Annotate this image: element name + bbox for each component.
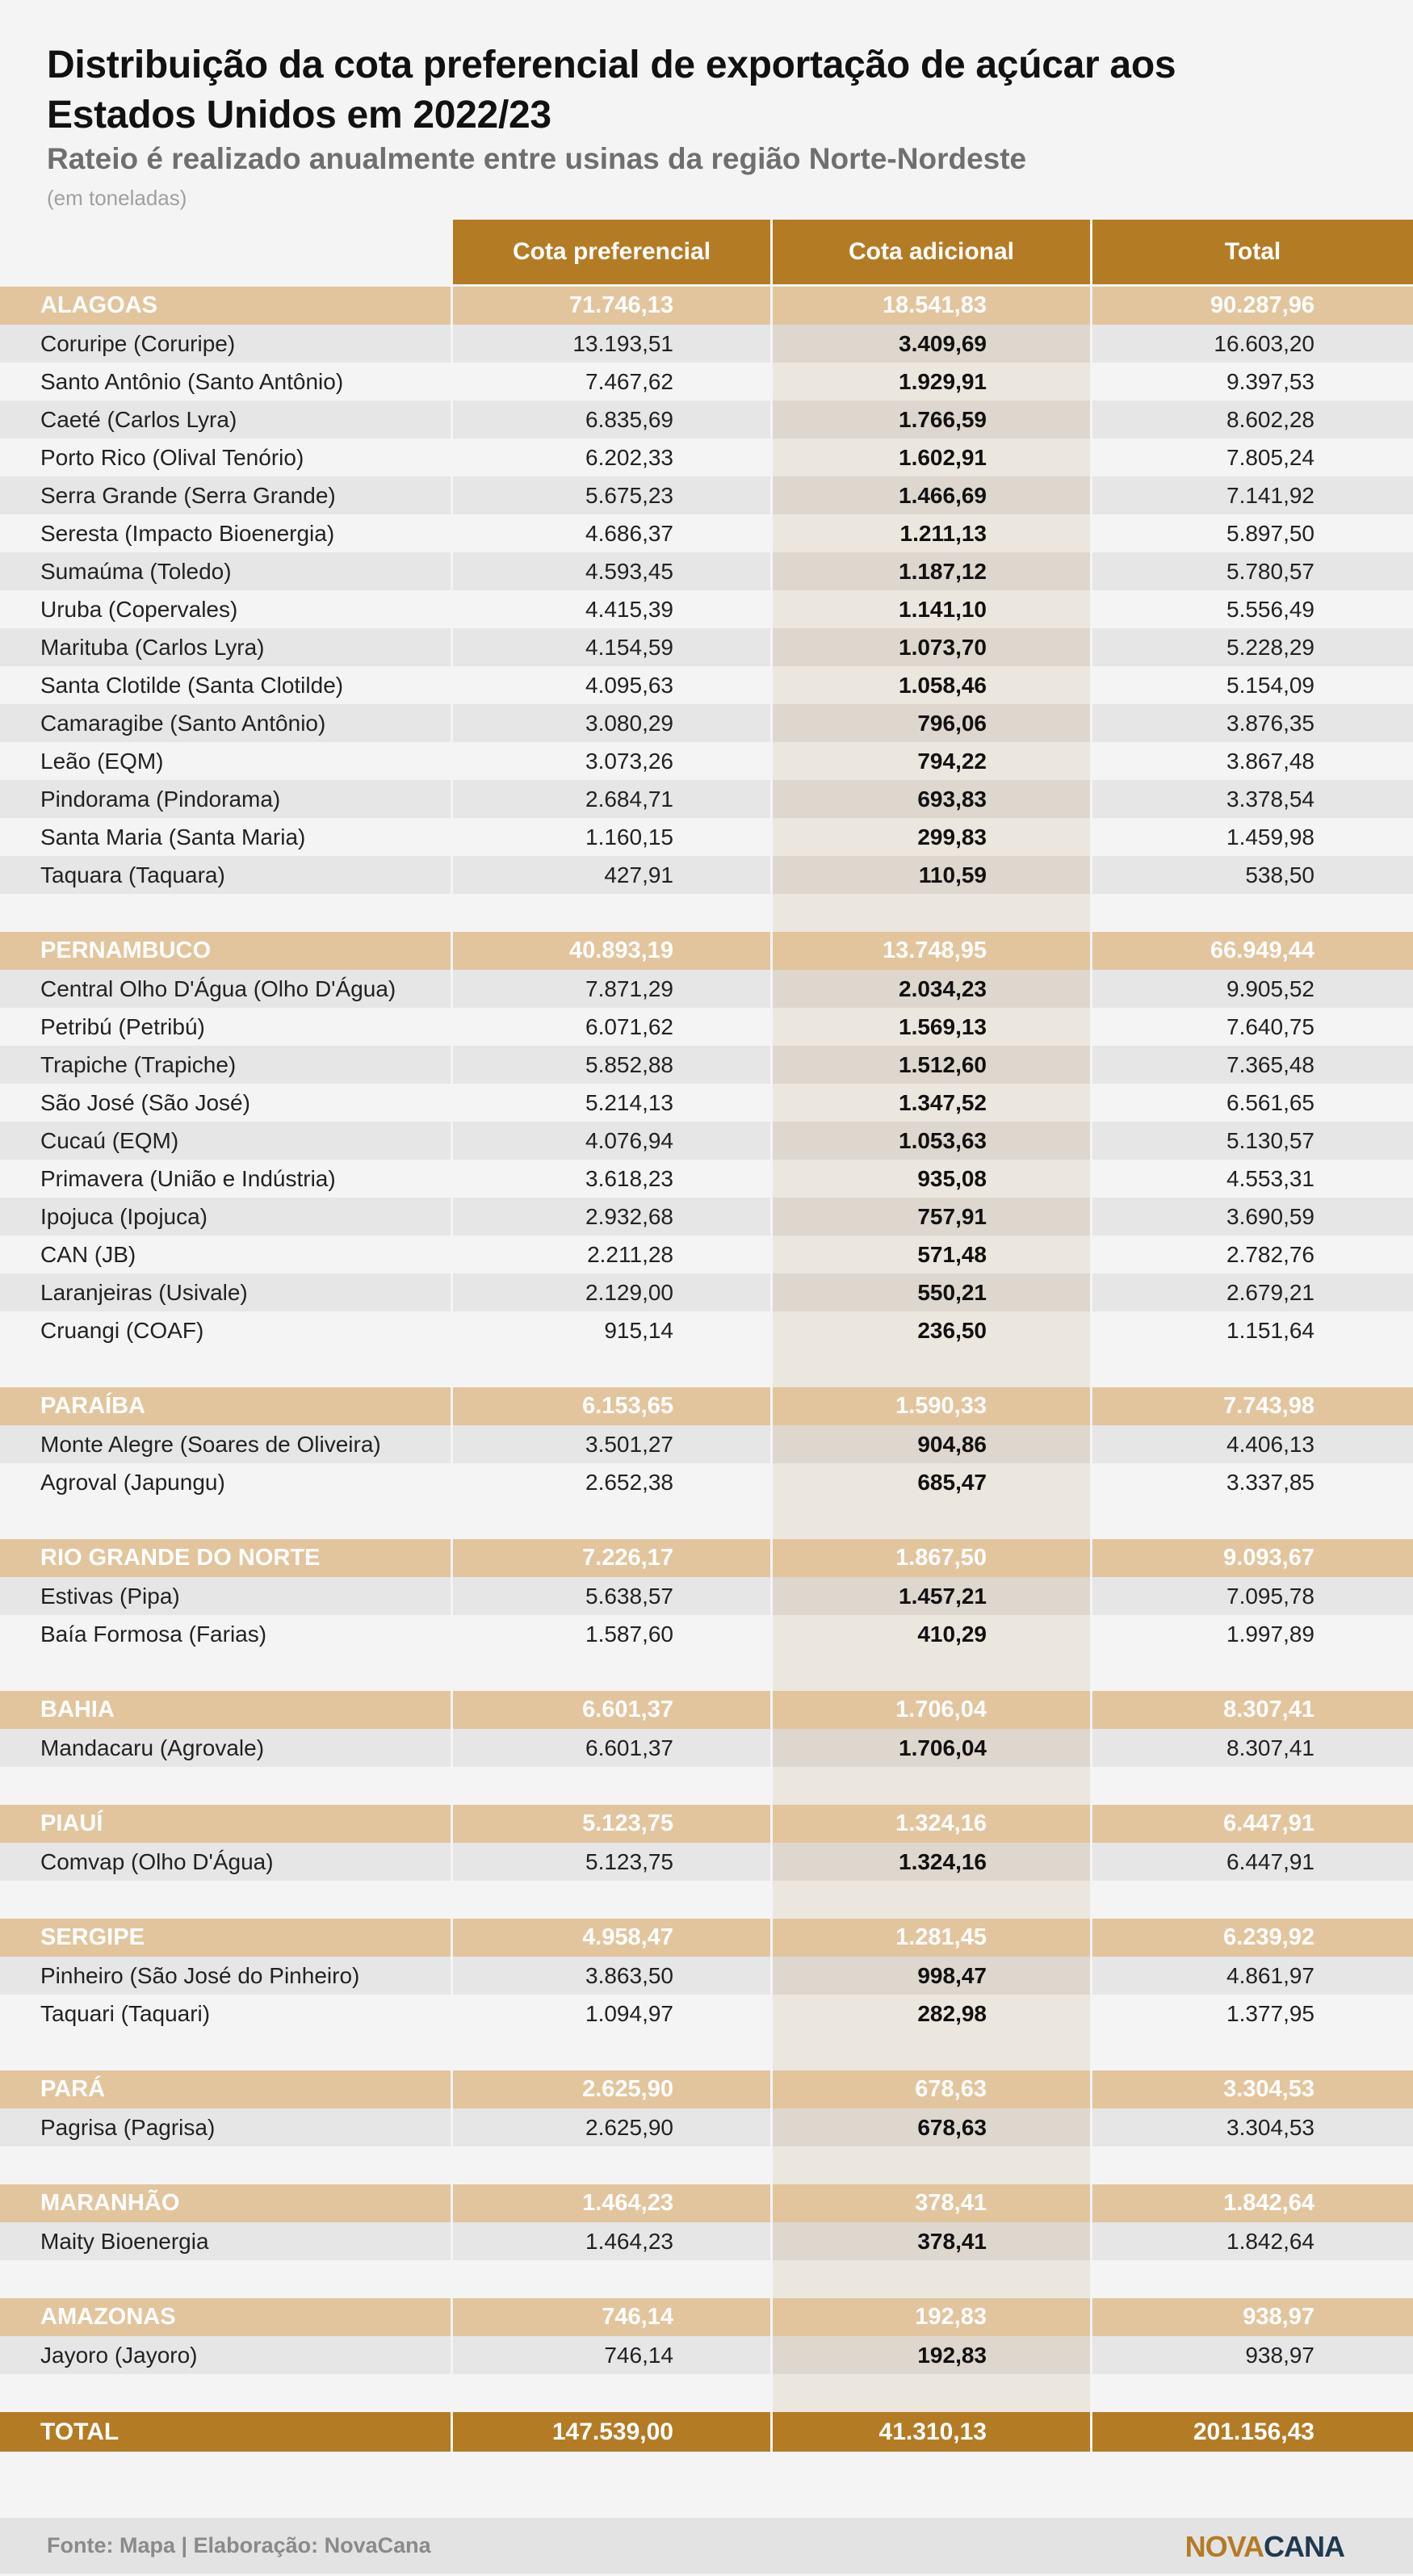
cell-name: Pinheiro (São José do Pinheiro) — [0, 1957, 451, 1995]
cell-additional-quota: 282,98 — [773, 1995, 1090, 2033]
cell-preferential-quota — [453, 1653, 770, 1691]
cell-total: 9.905,52 — [1092, 970, 1413, 1008]
region-row — [0, 2184, 1413, 2222]
cell-additional-quota — [773, 1349, 1090, 1387]
table-row — [0, 2222, 1413, 2260]
cell-preferential-quota: 1.464,23 — [453, 2222, 770, 2260]
cell-additional-quota: 18.541,83 — [773, 287, 1090, 325]
table-row — [0, 325, 1413, 363]
page-title: Distribuição da cota preferencial de exportação de açúcar aos Estados Unidos em 2022/23 — [47, 44, 1176, 136]
cell-name: Leão (EQM) — [0, 742, 451, 780]
cell-preferential-quota: 2.652,38 — [453, 1463, 770, 1501]
cell-preferential-quota: 6.071,62 — [453, 1008, 770, 1046]
spacer-row — [0, 1881, 1413, 1919]
cell-total: 5.897,50 — [1092, 514, 1413, 552]
cell-name: MARANHÃO — [0, 2184, 451, 2222]
cell-name: Pagrisa (Pagrisa) — [0, 2108, 451, 2146]
cell-name: Marituba (Carlos Lyra) — [0, 628, 451, 666]
cell-name: AMAZONAS — [0, 2298, 451, 2336]
cell-preferential-quota — [453, 1881, 770, 1919]
cell-name: São José (São José) — [0, 1084, 451, 1122]
cell-preferential-quota: 40.893,19 — [453, 932, 770, 970]
spacer-row — [0, 1653, 1413, 1691]
table-row — [0, 590, 1413, 628]
cell-preferential-quota: 5.638,57 — [453, 1577, 770, 1615]
table-row — [0, 780, 1413, 818]
cell-preferential-quota: 5.214,13 — [453, 1084, 770, 1122]
column-header-total: Total — [1092, 220, 1413, 284]
cell-total — [1092, 1767, 1413, 1805]
cell-total — [1092, 1501, 1413, 1539]
cell-total: 6.447,91 — [1092, 1805, 1413, 1843]
table-row — [0, 742, 1413, 780]
cell-additional-quota — [773, 1767, 1090, 1805]
cell-name: Primavera (União e Indústria) — [0, 1160, 451, 1198]
spacer-row — [0, 2146, 1413, 2184]
spacer-row — [0, 2260, 1413, 2298]
table-row — [0, 1160, 1413, 1198]
cell-preferential-quota: 5.675,23 — [453, 476, 770, 514]
cell-name: Petribú (Petribú) — [0, 1008, 451, 1046]
table-row — [0, 1008, 1413, 1046]
cell-name: Jayoro (Jayoro) — [0, 2336, 451, 2374]
cell-additional-quota: 1.867,50 — [773, 1539, 1090, 1577]
cell-additional-quota: 1.324,16 — [773, 1805, 1090, 1843]
cell-total: 5.154,09 — [1092, 666, 1413, 704]
cell-name — [0, 2260, 451, 2298]
cell-preferential-quota: 7.871,29 — [453, 970, 770, 1008]
cell-preferential-quota: 4.958,47 — [453, 1919, 770, 1957]
cell-preferential-quota: 915,14 — [453, 1311, 770, 1349]
cell-name: Taquari (Taquari) — [0, 1995, 451, 2033]
cell-name — [0, 894, 451, 932]
cell-name: Coruripe (Coruripe) — [0, 325, 451, 363]
cell-preferential-quota — [453, 2146, 770, 2184]
table-row — [0, 1425, 1413, 1463]
cell-name — [0, 1767, 451, 1805]
cell-total: 2.782,76 — [1092, 1236, 1413, 1273]
table-row — [0, 1311, 1413, 1349]
cell-preferential-quota: 2.932,68 — [453, 1198, 770, 1236]
cell-preferential-quota: 1.587,60 — [453, 1615, 770, 1653]
table-row — [0, 1957, 1413, 1995]
cell-preferential-quota: 6.601,37 — [453, 1729, 770, 1767]
region-row — [0, 1805, 1413, 1843]
cell-additional-quota: 678,63 — [773, 2108, 1090, 2146]
table-row — [0, 401, 1413, 438]
cell-preferential-quota — [453, 2033, 770, 2070]
cell-additional-quota — [773, 894, 1090, 932]
cell-additional-quota: 13.748,95 — [773, 932, 1090, 970]
table-row — [0, 1046, 1413, 1084]
cell-additional-quota: 1.706,04 — [773, 1729, 1090, 1767]
cell-total: 7.640,75 — [1092, 1008, 1413, 1046]
page-subtitle: Rateio é realizado anualmente entre usinas da região Norte-Nordeste — [47, 142, 1027, 175]
cell-name: Laranjeiras (Usivale) — [0, 1273, 451, 1311]
cell-preferential-quota: 71.746,13 — [453, 287, 770, 325]
cell-preferential-quota: 5.852,88 — [453, 1046, 770, 1084]
cell-additional-quota: 1.281,45 — [773, 1919, 1090, 1957]
cell-preferential-quota: 3.863,50 — [453, 1957, 770, 1995]
cell-additional-quota: 192,83 — [773, 2336, 1090, 2374]
table-row — [0, 1729, 1413, 1767]
cell-name: Porto Rico (Olival Tenório) — [0, 438, 451, 476]
cell-additional-quota: 571,48 — [773, 1236, 1090, 1273]
table-row — [0, 1198, 1413, 1236]
cell-additional-quota: 904,86 — [773, 1425, 1090, 1463]
cell-name — [0, 1881, 451, 1919]
spacer-row — [0, 1501, 1413, 1539]
cell-preferential-quota: 4.154,59 — [453, 628, 770, 666]
total-row — [0, 2412, 1413, 2452]
cell-preferential-quota: 6.835,69 — [453, 401, 770, 438]
unit-note: (em toneladas) — [47, 186, 187, 210]
cell-total: 5.780,57 — [1092, 552, 1413, 590]
cell-name: Cucaú (EQM) — [0, 1122, 451, 1160]
cell-additional-quota — [773, 1881, 1090, 1919]
cell-additional-quota: 1.706,04 — [773, 1691, 1090, 1729]
cell-total: 7.365,48 — [1092, 1046, 1413, 1084]
cell-preferential-quota — [453, 1501, 770, 1539]
cell-preferential-quota: 3.073,26 — [453, 742, 770, 780]
cell-name: Taquara (Taquara) — [0, 856, 451, 894]
table-row — [0, 628, 1413, 666]
cell-name: Sumaúma (Toledo) — [0, 552, 451, 590]
table-row — [0, 552, 1413, 590]
cell-total: 1.459,98 — [1092, 818, 1413, 856]
cell-preferential-quota: 13.193,51 — [453, 325, 770, 363]
cell-total: 1.377,95 — [1092, 1995, 1413, 2033]
cell-total: 201.156,43 — [1092, 2412, 1413, 2452]
cell-total: 3.690,59 — [1092, 1198, 1413, 1236]
cell-total: 4.406,13 — [1092, 1425, 1413, 1463]
cell-additional-quota: 1.569,13 — [773, 1008, 1090, 1046]
cell-total — [1092, 2374, 1413, 2412]
cell-name: Santo Antônio (Santo Antônio) — [0, 363, 451, 401]
cell-name: PARÁ — [0, 2070, 451, 2108]
cell-name: TOTAL — [0, 2412, 451, 2452]
region-row — [0, 287, 1413, 325]
cell-preferential-quota: 746,14 — [453, 2336, 770, 2374]
table-row — [0, 1577, 1413, 1615]
cell-total: 1.842,64 — [1092, 2222, 1413, 2260]
cell-name: RIO GRANDE DO NORTE — [0, 1539, 451, 1577]
cell-name — [0, 1349, 451, 1387]
cell-total: 7.805,24 — [1092, 438, 1413, 476]
cell-total: 3.876,35 — [1092, 704, 1413, 742]
cell-name: Baía Formosa (Farias) — [0, 1615, 451, 1653]
cell-name: PARAÍBA — [0, 1387, 451, 1425]
cell-name: PERNAMBUCO — [0, 932, 451, 970]
cell-additional-quota: 110,59 — [773, 856, 1090, 894]
column-header-preferential-quota: Cota preferencial — [453, 220, 770, 284]
cell-total: 90.287,96 — [1092, 287, 1413, 325]
cell-name: Agroval (Japungu) — [0, 1463, 451, 1501]
cell-additional-quota: 998,47 — [773, 1957, 1090, 1995]
region-row — [0, 1691, 1413, 1729]
cell-name: Estivas (Pipa) — [0, 1577, 451, 1615]
cell-preferential-quota — [453, 894, 770, 932]
cell-name: SERGIPE — [0, 1919, 451, 1957]
cell-preferential-quota: 7.226,17 — [453, 1539, 770, 1577]
cell-total: 6.239,92 — [1092, 1919, 1413, 1957]
cell-additional-quota: 1.466,69 — [773, 476, 1090, 514]
cell-additional-quota: 1.324,16 — [773, 1843, 1090, 1881]
cell-preferential-quota: 2.211,28 — [453, 1236, 770, 1273]
cell-total — [1092, 894, 1413, 932]
cell-preferential-quota: 427,91 — [453, 856, 770, 894]
region-row — [0, 1919, 1413, 1957]
cell-preferential-quota: 1.464,23 — [453, 2184, 770, 2222]
cell-additional-quota: 299,83 — [773, 818, 1090, 856]
cell-additional-quota: 1.187,12 — [773, 552, 1090, 590]
cell-preferential-quota: 4.593,45 — [453, 552, 770, 590]
table-row — [0, 1463, 1413, 1501]
cell-total — [1092, 1349, 1413, 1387]
cell-preferential-quota: 3.080,29 — [453, 704, 770, 742]
cell-total: 938,97 — [1092, 2336, 1413, 2374]
table-row — [0, 1843, 1413, 1881]
cell-preferential-quota: 4.076,94 — [453, 1122, 770, 1160]
cell-total: 8.307,41 — [1092, 1729, 1413, 1767]
cell-total: 9.397,53 — [1092, 363, 1413, 401]
table-row — [0, 704, 1413, 742]
cell-name — [0, 1501, 451, 1539]
cell-additional-quota: 794,22 — [773, 742, 1090, 780]
cell-preferential-quota: 4.686,37 — [453, 514, 770, 552]
table-row — [0, 514, 1413, 552]
cell-name: Mandacaru (Agrovale) — [0, 1729, 451, 1767]
cell-additional-quota: 1.058,46 — [773, 666, 1090, 704]
cell-total: 7.141,92 — [1092, 476, 1413, 514]
table-row — [0, 1236, 1413, 1273]
cell-additional-quota — [773, 2033, 1090, 2070]
novacana-logo — [1185, 2518, 1344, 2574]
table-row — [0, 2108, 1413, 2146]
cell-additional-quota: 1.590,33 — [773, 1387, 1090, 1425]
cell-additional-quota — [773, 1501, 1090, 1539]
table-header-row — [0, 220, 1413, 284]
cell-additional-quota: 192,83 — [773, 2298, 1090, 2336]
cell-total: 538,50 — [1092, 856, 1413, 894]
region-row — [0, 2298, 1413, 2336]
cell-additional-quota: 1.457,21 — [773, 1577, 1090, 1615]
cell-additional-quota: 1.766,59 — [773, 401, 1090, 438]
cell-additional-quota — [773, 2260, 1090, 2298]
table-row — [0, 818, 1413, 856]
cell-name: Santa Clotilde (Santa Clotilde) — [0, 666, 451, 704]
cell-name: PIAUÍ — [0, 1805, 451, 1843]
cell-name: Comvap (Olho D'Água) — [0, 1843, 451, 1881]
cell-total: 5.556,49 — [1092, 590, 1413, 628]
cell-additional-quota — [773, 2146, 1090, 2184]
cell-additional-quota: 1.602,91 — [773, 438, 1090, 476]
cell-additional-quota: 378,41 — [773, 2184, 1090, 2222]
cell-total: 3.304,53 — [1092, 2070, 1413, 2108]
cell-preferential-quota: 4.095,63 — [453, 666, 770, 704]
cell-additional-quota: 1.929,91 — [773, 363, 1090, 401]
cell-total: 4.861,97 — [1092, 1957, 1413, 1995]
cell-total: 7.743,98 — [1092, 1387, 1413, 1425]
cell-additional-quota: 757,91 — [773, 1198, 1090, 1236]
cell-additional-quota: 1.053,63 — [773, 1122, 1090, 1160]
cell-total: 66.949,44 — [1092, 932, 1413, 970]
cell-total: 938,97 — [1092, 2298, 1413, 2336]
cell-preferential-quota: 2.625,90 — [453, 2108, 770, 2146]
cell-total: 6.561,65 — [1092, 1084, 1413, 1122]
cell-preferential-quota: 2.625,90 — [453, 2070, 770, 2108]
cell-name — [0, 2033, 451, 2070]
source-credit: Fonte: Mapa | Elaboração: NovaCana — [47, 2533, 431, 2557]
table-row — [0, 476, 1413, 514]
cell-total: 3.378,54 — [1092, 780, 1413, 818]
logo-text-cana: CANA — [1264, 2530, 1344, 2563]
cell-total: 3.304,53 — [1092, 2108, 1413, 2146]
cell-preferential-quota: 6.153,65 — [453, 1387, 770, 1425]
cell-preferential-quota: 1.160,15 — [453, 818, 770, 856]
cell-total: 5.130,57 — [1092, 1122, 1413, 1160]
table-row — [0, 363, 1413, 401]
cell-name — [0, 2374, 451, 2412]
cell-name: Trapiche (Trapiche) — [0, 1046, 451, 1084]
cell-additional-quota: 378,41 — [773, 2222, 1090, 2260]
cell-total: 9.093,67 — [1092, 1539, 1413, 1577]
cell-additional-quota: 2.034,23 — [773, 970, 1090, 1008]
cell-additional-quota: 685,47 — [773, 1463, 1090, 1501]
footer — [0, 2518, 1413, 2574]
spacer-row — [0, 1767, 1413, 1805]
cell-additional-quota: 236,50 — [773, 1311, 1090, 1349]
spacer-row — [0, 2374, 1413, 2412]
cell-preferential-quota: 5.123,75 — [453, 1805, 770, 1843]
cell-total — [1092, 2146, 1413, 2184]
cell-preferential-quota — [453, 2374, 770, 2412]
cell-additional-quota: 41.310,13 — [773, 2412, 1090, 2452]
cell-additional-quota — [773, 2374, 1090, 2412]
cell-additional-quota: 3.409,69 — [773, 325, 1090, 363]
cell-preferential-quota: 2.129,00 — [453, 1273, 770, 1311]
table-row — [0, 438, 1413, 476]
cell-name: ALAGOAS — [0, 287, 451, 325]
cell-preferential-quota: 5.123,75 — [453, 1843, 770, 1881]
cell-name: Central Olho D'Água (Olho D'Água) — [0, 970, 451, 1008]
table-row — [0, 666, 1413, 704]
cell-name: Pindorama (Pindorama) — [0, 780, 451, 818]
cell-total: 8.307,41 — [1092, 1691, 1413, 1729]
cell-total: 7.095,78 — [1092, 1577, 1413, 1615]
cell-preferential-quota: 3.501,27 — [453, 1425, 770, 1463]
cell-additional-quota: 1.073,70 — [773, 628, 1090, 666]
cell-additional-quota: 1.141,10 — [773, 590, 1090, 628]
cell-name — [0, 1653, 451, 1691]
cell-total: 3.337,85 — [1092, 1463, 1413, 1501]
cell-name: Santa Maria (Santa Maria) — [0, 818, 451, 856]
cell-preferential-quota: 147.539,00 — [453, 2412, 770, 2452]
cell-additional-quota: 410,29 — [773, 1615, 1090, 1653]
cell-total: 1.997,89 — [1092, 1615, 1413, 1653]
spacer-row — [0, 1349, 1413, 1387]
cell-total: 8.602,28 — [1092, 401, 1413, 438]
cell-name: Cruangi (COAF) — [0, 1311, 451, 1349]
table-row — [0, 1995, 1413, 2033]
cell-preferential-quota: 3.618,23 — [453, 1160, 770, 1198]
cell-additional-quota: 1.512,60 — [773, 1046, 1090, 1084]
cell-additional-quota: 678,63 — [773, 2070, 1090, 2108]
cell-total: 4.553,31 — [1092, 1160, 1413, 1198]
cell-preferential-quota: 6.601,37 — [453, 1691, 770, 1729]
cell-name — [0, 2146, 451, 2184]
cell-total: 5.228,29 — [1092, 628, 1413, 666]
cell-name: Seresta (Impacto Bioenergia) — [0, 514, 451, 552]
region-row — [0, 2070, 1413, 2108]
cell-total: 16.603,20 — [1092, 325, 1413, 363]
column-header-additional-quota: Cota adicional — [773, 220, 1090, 284]
cell-additional-quota: 935,08 — [773, 1160, 1090, 1198]
region-row — [0, 1539, 1413, 1577]
table-row — [0, 970, 1413, 1008]
cell-preferential-quota: 4.415,39 — [453, 590, 770, 628]
cell-preferential-quota — [453, 1767, 770, 1805]
cell-total — [1092, 2033, 1413, 2070]
cell-name: CAN (JB) — [0, 1236, 451, 1273]
cell-name: BAHIA — [0, 1691, 451, 1729]
spacer-row — [0, 2033, 1413, 2070]
table-row — [0, 1122, 1413, 1160]
cell-total: 1.842,64 — [1092, 2184, 1413, 2222]
cell-name: Caeté (Carlos Lyra) — [0, 401, 451, 438]
table-row — [0, 1084, 1413, 1122]
region-row — [0, 1387, 1413, 1425]
cell-total: 2.679,21 — [1092, 1273, 1413, 1311]
cell-total: 6.447,91 — [1092, 1843, 1413, 1881]
table-row — [0, 2336, 1413, 2374]
cell-preferential-quota: 6.202,33 — [453, 438, 770, 476]
cell-total — [1092, 2260, 1413, 2298]
table-row — [0, 1615, 1413, 1653]
cell-additional-quota: 1.347,52 — [773, 1084, 1090, 1122]
table-row — [0, 1273, 1413, 1311]
cell-preferential-quota: 2.684,71 — [453, 780, 770, 818]
cell-name: Uruba (Copervales) — [0, 590, 451, 628]
table-row — [0, 856, 1413, 894]
cell-additional-quota: 693,83 — [773, 780, 1090, 818]
cell-additional-quota: 550,21 — [773, 1273, 1090, 1311]
column-header-name — [0, 220, 451, 284]
header — [0, 0, 1413, 218]
logo-text-nova: NOVA — [1184, 2530, 1264, 2563]
cell-preferential-quota: 746,14 — [453, 2298, 770, 2336]
cell-preferential-quota — [453, 2260, 770, 2298]
cell-name: Monte Alegre (Soares de Oliveira) — [0, 1425, 451, 1463]
cell-name: Ipojuca (Ipojuca) — [0, 1198, 451, 1236]
cell-name: Serra Grande (Serra Grande) — [0, 476, 451, 514]
cell-preferential-quota: 1.094,97 — [453, 1995, 770, 2033]
cell-preferential-quota — [453, 1349, 770, 1387]
cell-total — [1092, 1881, 1413, 1919]
cell-additional-quota — [773, 1653, 1090, 1691]
cell-total: 3.867,48 — [1092, 742, 1413, 780]
region-row — [0, 932, 1413, 970]
cell-total: 1.151,64 — [1092, 1311, 1413, 1349]
cell-name: Camaragibe (Santo Antônio) — [0, 704, 451, 742]
spacer-row — [0, 894, 1413, 932]
cell-preferential-quota: 7.467,62 — [453, 363, 770, 401]
cell-additional-quota: 796,06 — [773, 704, 1090, 742]
cell-total — [1092, 1653, 1413, 1691]
cell-name: Maity Bioenergia — [0, 2222, 451, 2260]
cell-additional-quota: 1.211,13 — [773, 514, 1090, 552]
